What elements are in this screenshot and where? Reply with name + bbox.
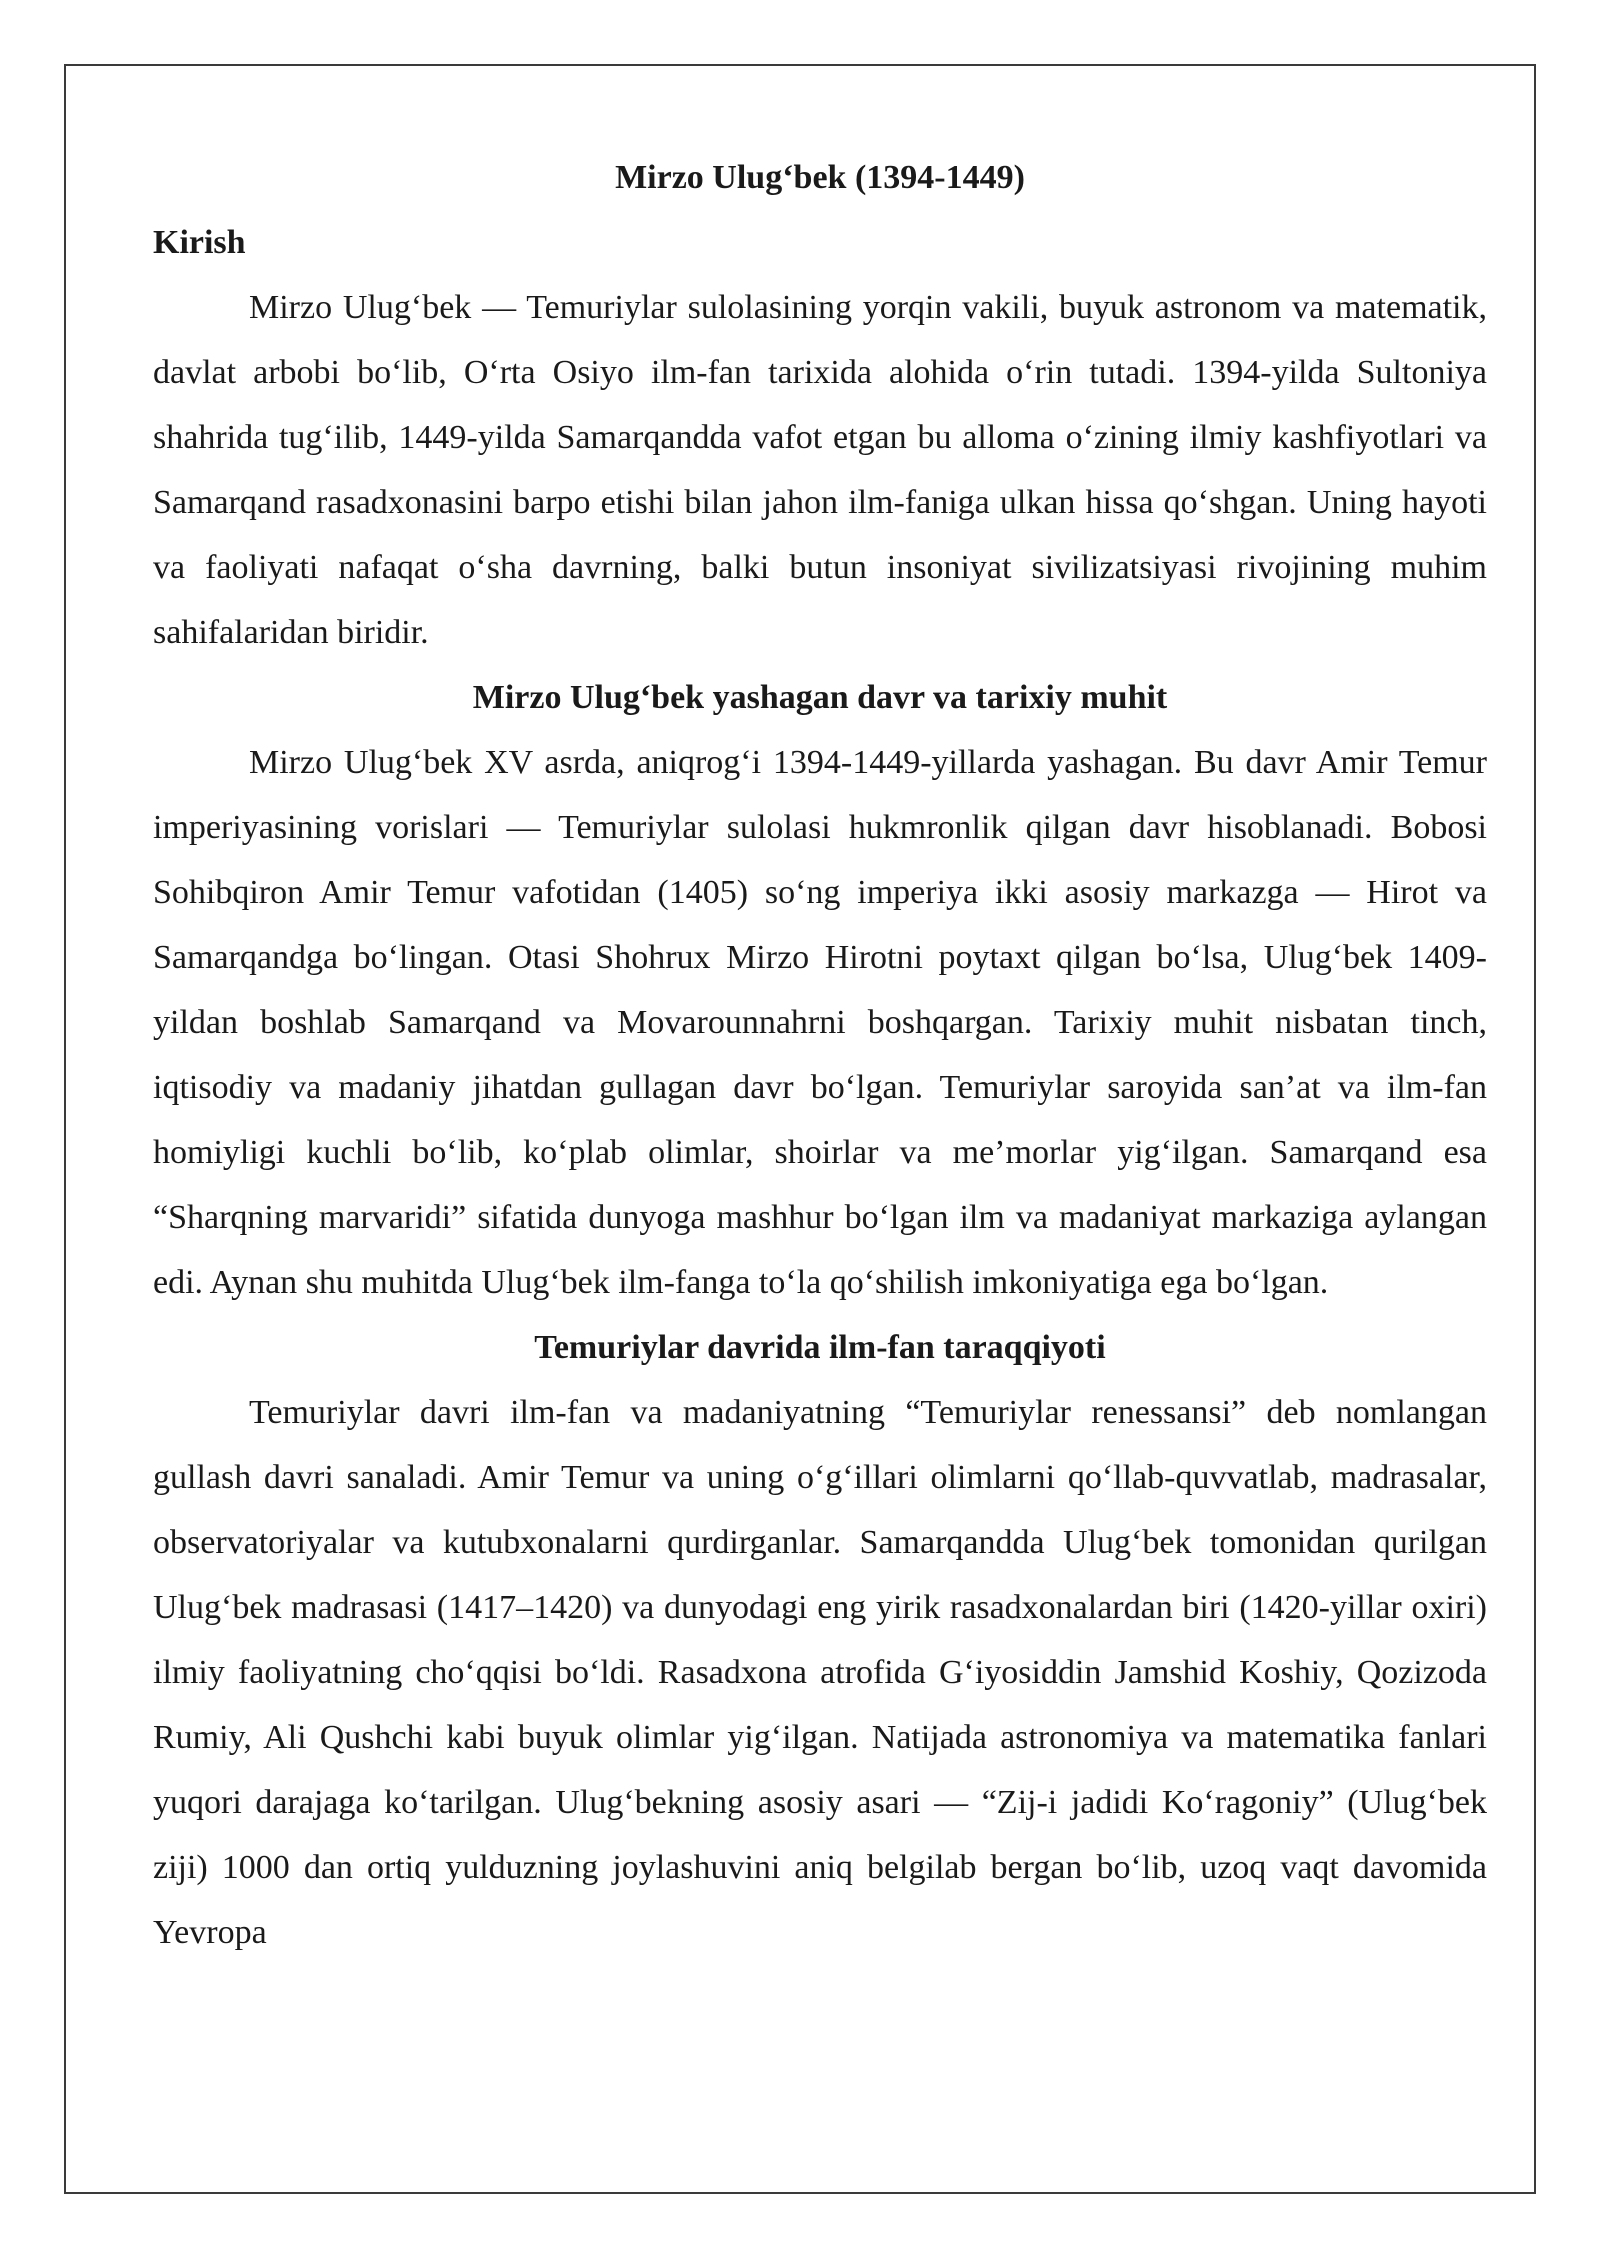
paragraph-science-development: Temuriylar davri ilm-fan va madaniyatning “Temuriylar renessansi” deb nomlangan gullash davri sanaladi. Amir Temur va uning o‘g‘illari olimlarni qo‘llab-quvvatlab, madrasalar, observatoriyalar va kutubxonalarni qurdirganlar. Samarqandda Ulug‘bek tomonidan qurilgan Ulug‘bek madrasasi (1417–1420) va dunyodagi eng yirik rasadxonalardan biri (1420-yillar oxiri) ilmiy faoliyatning cho‘qqisi bo‘ldi. Rasadxona atrofida G‘iyosiddin Jamshid Koshiy, Qozizoda Rumiy, Ali Qushchi kabi buyuk olimlar yig‘ilgan. Natijada astronomiya va matematika fanlari yuqori darajaga ko‘tarilgan. Ulug‘bekning asosiy asari — “Zij-i jadidi Ko‘ragoniy” (Ulug‘bek ziji) 1000 dan ortiq yulduzning joylashuvini aniq belgilab bergan bo‘lib, uzoq vaqt davomida Yevropa — [153, 1394, 1487, 1951]
section-heading-introduction: Kirish — [153, 224, 246, 261]
document-body — [153, 145, 1487, 1965]
paragraph-historical-context: Mirzo Ulug‘bek XV asrda, aniqrog‘i 1394-1449-yillarda yashagan. Bu davr Amir Temur imperiyasining vorislari — Temuriylar sulolasi hukmronlik qilgan davr hisoblanadi. Bobosi Sohibqiron Amir Temur vafotidan (1405) so‘ng imperiya ikki asosiy markazga — Hirot va Samarqandga bo‘lingan. Otasi Shohrux Mirzo Hirotni poytaxt qilgan bo‘lsa, Ulug‘bek 1409-yildan boshlab Samarqand va Movarounnahrni boshqargan. Tarixiy muhit nisbatan tinch, iqtisodiy va madaniy jihatdan gullagan davr bo‘lgan. Temuriylar saroyida san’at va ilm-fan homiyligi kuchli bo‘lib, ko‘plab olimlar, shoirlar va me’morlar yig‘ilgan. Samarqand esa “Sharqning marvaridi” sifatida dunyoga mashhur bo‘lgan ilm va madaniyat markaziga aylangan edi. Aynan shu muhitda Ulug‘bek ilm-fanga to‘la qo‘shilish imkoniyatiga ega bo‘lgan. — [153, 744, 1487, 1301]
section-heading-historical-context: Mirzo Ulug‘bek yashagan davr va tarixiy muhit — [472, 679, 1168, 716]
paragraph-introduction: Mirzo Ulug‘bek — Temuriylar sulolasining yorqin vakili, buyuk astronom va matematik, davlat arbobi bo‘lib, O‘rta Osiyo ilm-fan tarixida alohida o‘rin tutadi. 1394-yilda Sultoniya shahrida tug‘ilib, 1449-yilda Samarqandda vafot etgan bu alloma o‘zining ilmiy kashfiyotlari va Samarqand rasadxonasini barpo etishi bilan jahon ilm-faniga ulkan hissa qo‘shgan. Uning hayoti va faoliyati nafaqat o‘sha davrning, balki butun insoniyat sivilizatsiyasi rivojining muhim sahifalaridan biridir. — [153, 289, 1487, 651]
section-heading-science-development: Temuriylar davrida ilm-fan taraqqiyoti — [534, 1329, 1106, 1366]
document-title: Mirzo Ulug‘bek (1394-1449) — [615, 159, 1025, 196]
